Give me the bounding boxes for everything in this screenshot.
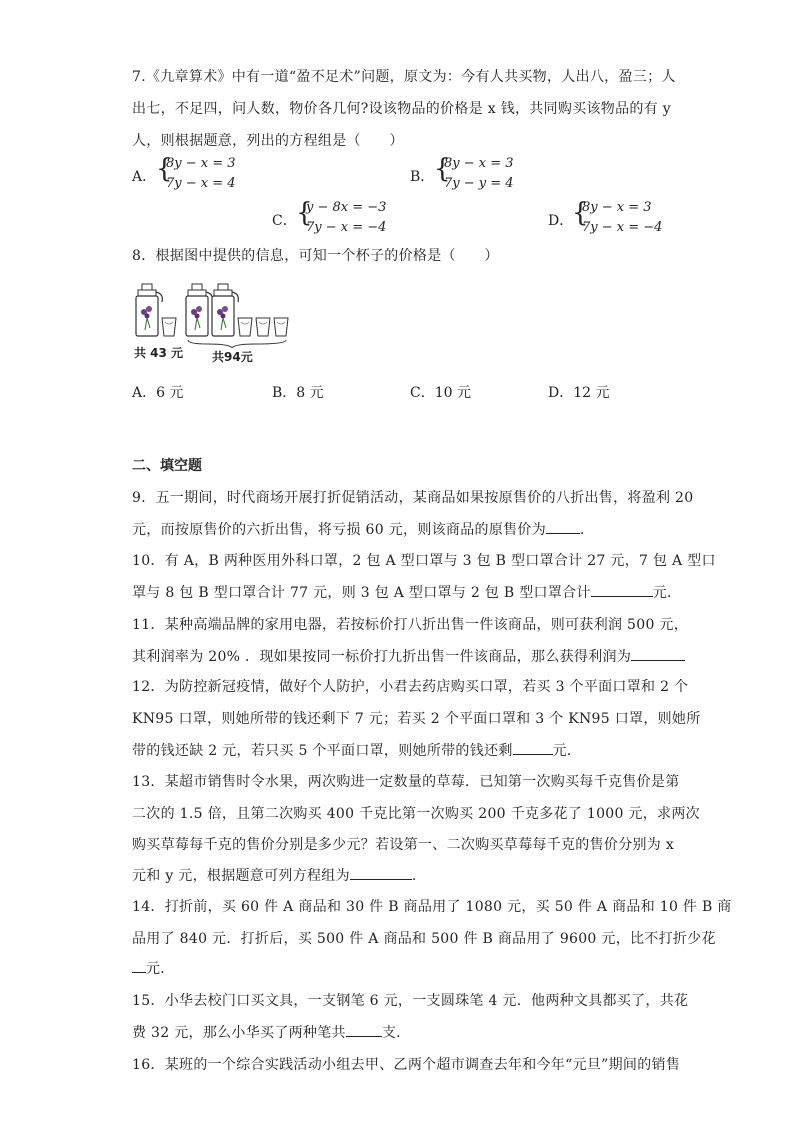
q7-option-a-system: [166, 154, 236, 194]
q7-option-c-eq2: 7y − x = −4: [306, 220, 387, 235]
q7-option-b-eq1: 8y − x = 3: [444, 156, 514, 171]
q14-line-3-end: 元．: [146, 961, 175, 977]
cup-icon: [256, 318, 270, 336]
q13-answer-blank[interactable]: [350, 865, 412, 880]
q7-option-d-brace: {: [572, 198, 589, 228]
q7-option-b-brace: {: [434, 154, 451, 184]
cup-icon: [162, 318, 176, 336]
q12-line-1: 12．为防控新冠疫情，做好个人防护，小君去药店购买口罩，若买 3 个平面口罩和 2 个: [132, 679, 689, 695]
q11-answer-blank[interactable]: [631, 646, 685, 661]
thermos-icon: [212, 284, 238, 336]
q8-stem: 8．根据图中提供的信息，可知一个杯子的价格是（ ）: [132, 248, 499, 264]
q10-line-2-end: 元．: [652, 585, 682, 601]
q15-line-2: [132, 1022, 410, 1042]
q7-option-a-eq2: 7y − x = 4: [166, 176, 236, 191]
q14-answer-blank[interactable]: [132, 958, 146, 973]
q11-line-2: [132, 646, 685, 666]
q7-line-2: 出七，不足四，问人数，物价各几何?设该物品的价格是 x 钱，共同购买该物品的有 y: [132, 101, 671, 117]
q12-line-3: [132, 740, 581, 760]
q7-line-1: 7.《九章算术》中有一道“盈不足术”问题，原文为：今有人共买物，人出八，盈三；人: [132, 69, 676, 85]
q7-option-c-label: C．: [272, 213, 297, 229]
q8-figure-label-left: 共 43 元: [134, 346, 184, 360]
q7-option-c-system: [306, 198, 386, 238]
q9-line-2: [132, 519, 594, 539]
q8-option-c: C．10 元: [410, 385, 471, 401]
q8-option-d: D．12 元: [548, 385, 610, 401]
q7-option-a-eq1: 8y − x = 3: [166, 156, 236, 171]
cup-icon: [274, 318, 288, 336]
q12-line-3-end: 元．: [552, 743, 582, 759]
group-brace: [188, 340, 286, 348]
q7-option-c-brace: {: [296, 198, 313, 228]
q8-option-a: A．6 元: [132, 385, 184, 401]
q7-option-d-system: [582, 198, 662, 238]
cup-icon: [238, 318, 252, 336]
q16-line-1: 16．某班的一个综合实践活动小组去甲、乙两个超市调查去年和今年“元旦”期间的销售: [132, 1057, 681, 1073]
q11-line-2-text: 其利润率为 20% ．现如果按同一标价打九折出售一件该商品，那么获得利润为: [132, 649, 632, 665]
q7-line-3: 人，则根据题意，列出的方程组是（ ）: [132, 133, 404, 149]
q13-line-4: [132, 865, 426, 885]
q13-line-4-text: 元和 y 元，根据题意可列方程组为: [132, 868, 350, 884]
q12-answer-blank[interactable]: [513, 740, 553, 755]
q12-line-2: KN95 口罩，则她所带的钱还剩下 7 元；若买 2 个平面口罩和 3 个 KN95 口罩，则她所: [132, 711, 701, 727]
q7-option-a-label: A．: [132, 169, 157, 185]
q9-line-1: 9．五一期间，时代商场开展打折促销活动，某商品如果按原售价的八折出售，将盈利 20: [132, 490, 694, 506]
q10-answer-blank[interactable]: [591, 582, 653, 597]
q7-option-b-system: [444, 154, 514, 194]
q8-figure-label-right: 共94元: [212, 350, 253, 364]
q11-line-1: 11．某种高端品牌的家用电器，若按标价打八折出售一件该商品，则可获利润 500 元，: [132, 617, 689, 633]
q7-option-b-eq2: 7y − y = 4: [444, 176, 514, 191]
q7-option-d-eq1: 8y − x = 3: [582, 200, 652, 215]
q12-line-3-text: 带的钱还缺 2 元，若只买 5 个平面口罩，则她所带的钱还剩: [132, 743, 513, 759]
q14-line-1: 14．打折前，买 60 件 A 商品和 30 件 B 商品用了 1080 元，买 50 件 A 商品和 10 件 B 商: [132, 899, 732, 915]
q13-line-1: 13．某超市销售时令水果，两次购进一定数量的草莓．已知第一次购买每千克售价是第: [132, 774, 680, 790]
q7-option-d-eq2: 7y − x = −4: [582, 220, 663, 235]
q13-line-3: 购买草莓每千克的售价分别是多少元？若设第一、二次购买草莓每千克的售价分别为 x: [132, 837, 675, 853]
q7-option-a-brace: {: [156, 154, 173, 184]
q14-line-3: [132, 958, 175, 978]
thermos-icon: [136, 284, 162, 336]
q8-option-b: B．8 元: [272, 385, 324, 401]
thermos-icon: [186, 284, 212, 336]
q10-line-2: [132, 582, 681, 602]
q15-line-2-end: 支．: [381, 1025, 411, 1041]
section-title: 二、填空题: [132, 458, 202, 474]
q8-figure: [132, 282, 292, 348]
q15-line-2-text: 费 32 元，那么小华买了两种笔共: [132, 1025, 346, 1041]
q15-line-1: 15．小华去校门口买文具，一支钢笔 6 元，一支圆珠笔 4 元．他两种文具都买了，共花: [132, 993, 689, 1009]
q10-line-1: 10．有 A，B 两种医用外科口罩，2 包 A 型口罩与 3 包 B 型口罩合计 27 元，7 包 A 型口: [132, 553, 716, 569]
q9-line-2-text: 元，而按原售价的六折出售，将亏损 60 元，则该商品的原售价为: [132, 522, 547, 538]
q9-line-2-end: ．: [580, 522, 595, 538]
q14-line-2: 品用了 840 元．打折后，买 500 件 A 商品和 500 件 B 商品用了 9600 元，比不打折少花: [132, 931, 716, 947]
q15-answer-blank[interactable]: [346, 1022, 382, 1037]
q9-answer-blank[interactable]: [546, 519, 580, 534]
q7-option-c-eq1: y − 8x = −3: [306, 200, 387, 215]
q10-line-2-text: 罩与 8 包 B 型口罩合计 77 元，则 3 包 A 型口罩与 2 包 B 型口罩合计: [132, 585, 591, 601]
q7-option-b-label: B．: [410, 169, 435, 185]
q13-line-2: 二次的 1.5 倍，且第二次购买 400 千克比第一次购买 200 千克多花了 1000 元，求两次: [132, 806, 700, 822]
q7-option-d-label: D．: [548, 213, 574, 229]
q13-line-4-end: ．: [411, 868, 427, 884]
